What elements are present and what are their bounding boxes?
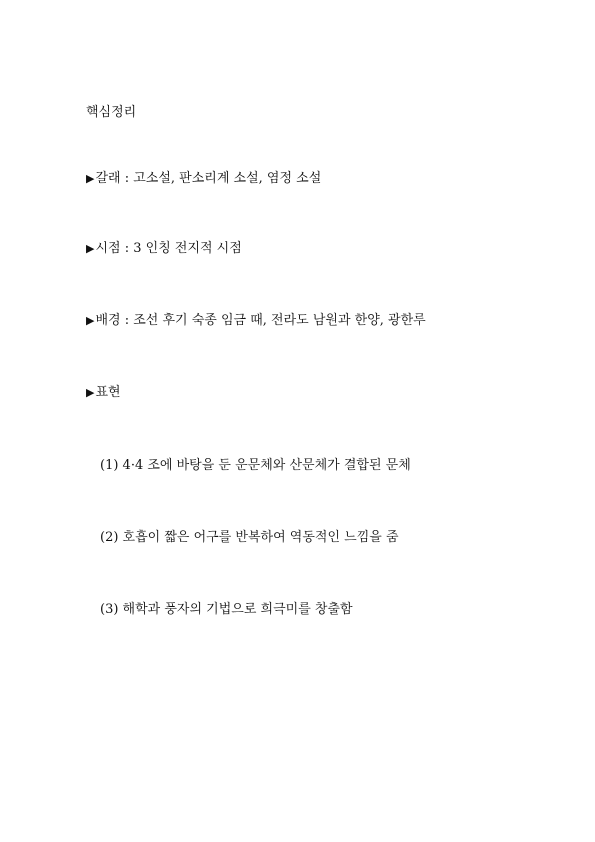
triangle-bullet-icon: ▶	[86, 314, 95, 327]
bullet-text: 갈래 : 고소설, 판소리계 소설, 염정 소설	[95, 171, 322, 186]
sub-item-2: (2) 호흡이 짧은 어구를 반복하여 역동적인 느낌을 줌	[100, 530, 399, 545]
bullet-text: 표현	[95, 385, 121, 400]
sub-item-3: (3) 해학과 풍자의 기법으로 희극미를 창출함	[100, 602, 353, 617]
triangle-bullet-icon: ▶	[86, 242, 95, 255]
bullet-genre	[86, 171, 321, 187]
bullet-setting	[86, 313, 426, 329]
bullet-point-of-view	[86, 241, 242, 257]
section-heading: 핵심정리	[86, 105, 137, 120]
bullet-expression	[86, 385, 121, 401]
triangle-bullet-icon: ▶	[86, 386, 95, 399]
sub-item-1: (1) 4·4 조에 바탕을 둔 운문체와 산문체가 결합된 문체	[100, 458, 411, 473]
bullet-text: 배경 : 조선 후기 숙종 임금 때, 전라도 남원과 한양, 광한루	[95, 313, 426, 328]
triangle-bullet-icon: ▶	[86, 172, 95, 185]
bullet-text: 시점 : 3 인칭 전지적 시점	[95, 241, 242, 256]
